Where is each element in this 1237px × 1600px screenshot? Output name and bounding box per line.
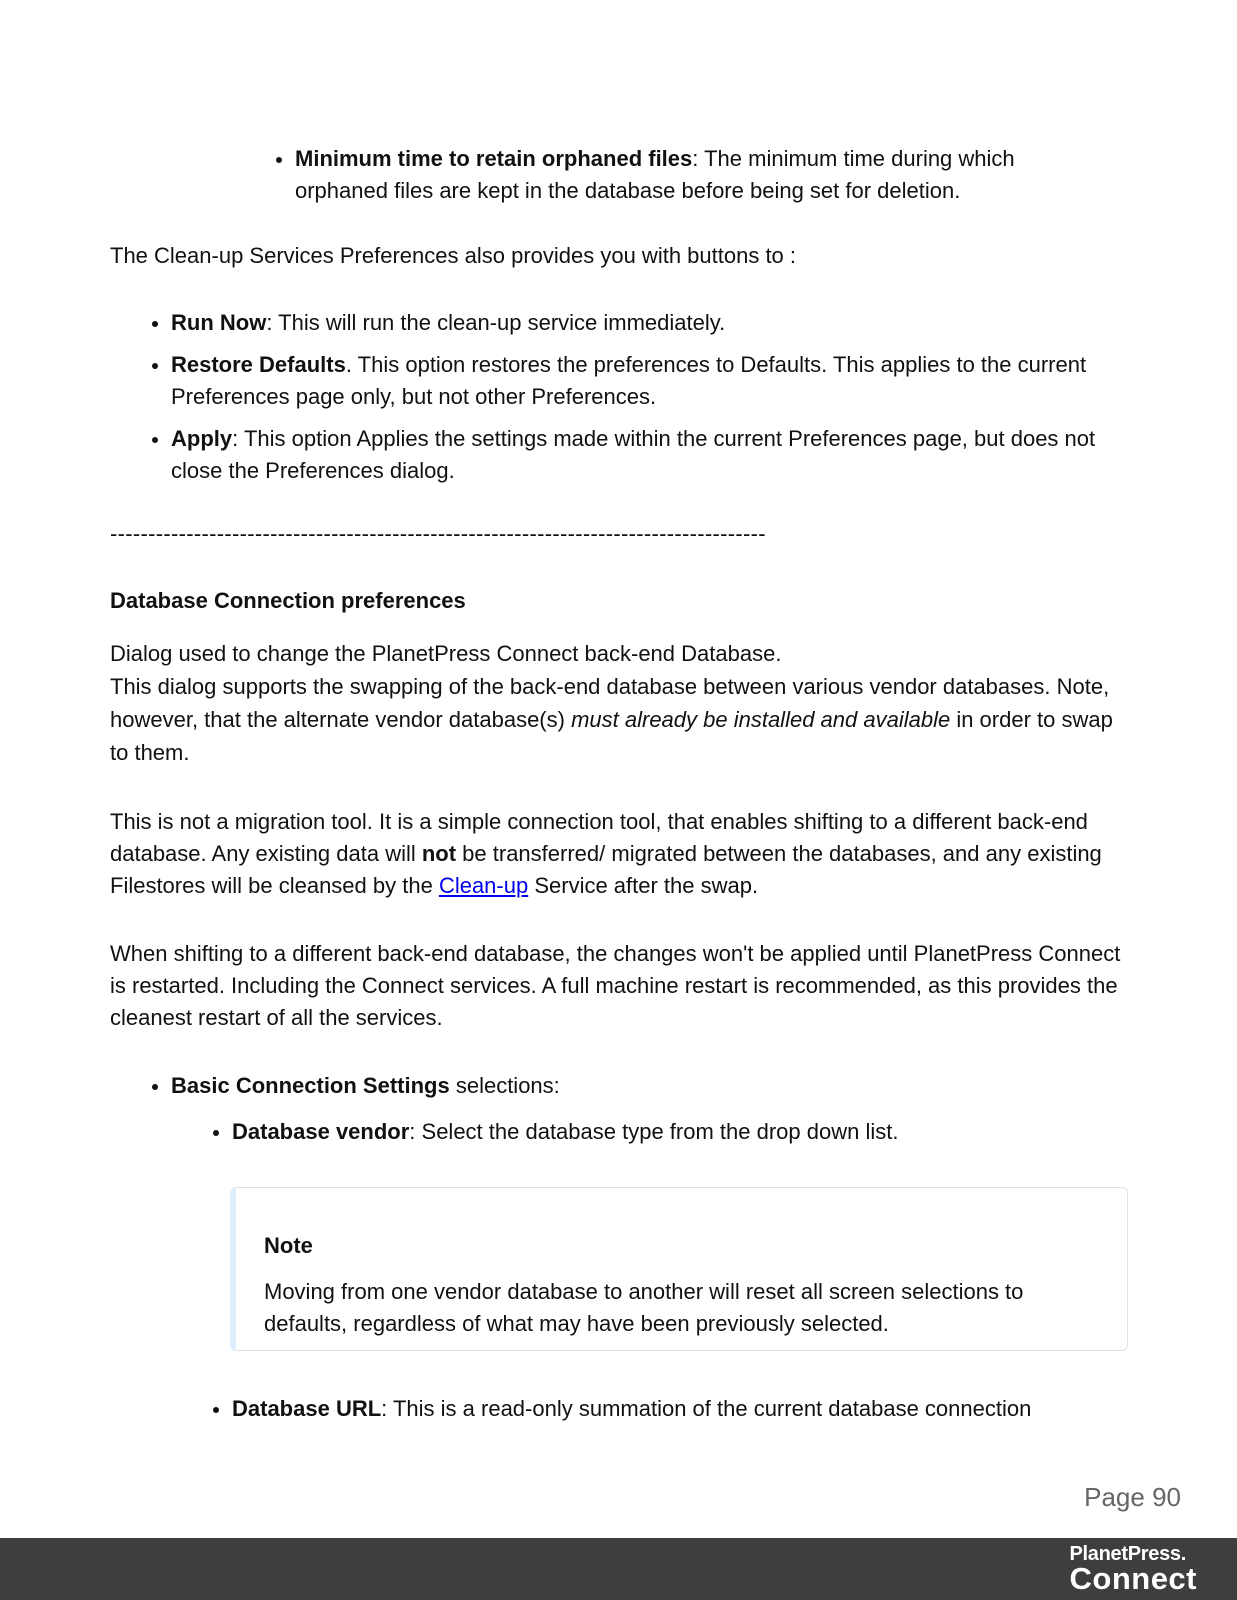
term: Restore Defaults xyxy=(171,352,346,377)
description: : This option Applies the settings made within the current Preferences page, but does not close the Preferences dialog. xyxy=(171,426,1096,483)
list-item xyxy=(295,143,1105,207)
description: : This is a read-only summation of the current database connection xyxy=(381,1396,1032,1421)
intro-line: Dialog used to change the PlanetPress Connect back-end Database. xyxy=(110,641,782,666)
description: . This option restores the preferences to Defaults. This applies to the current Preferences page only, but not other Preferences. xyxy=(171,352,1087,409)
intro-body: This dialog supports the swapping of the back-end database between various vendor databases. Note, however, that the alternate vendor database(s) must already be installed and available in order to swap to them. xyxy=(110,674,1113,765)
orphaned-files-list xyxy=(295,143,1105,207)
planetpress-connect-logo xyxy=(1070,1544,1198,1594)
list-item xyxy=(232,1393,1132,1425)
description: selections: xyxy=(449,1073,560,1098)
list-item xyxy=(171,423,1116,487)
description: : This will run the clean-up service immediately. xyxy=(266,310,726,335)
intro-paragraph xyxy=(110,638,1130,769)
note-box xyxy=(230,1187,1128,1351)
term: Run Now xyxy=(171,310,267,335)
term: Minimum time to retain orphaned files xyxy=(295,146,693,171)
term: Basic Connection Settings xyxy=(171,1073,450,1098)
emphasis: must already be installed and available xyxy=(571,707,951,732)
divider: -------------------------------------------------------------------------------------- xyxy=(110,521,766,546)
description: : Select the database type from the drop down list. xyxy=(409,1119,899,1144)
url-list xyxy=(232,1393,1132,1425)
list-item xyxy=(232,1116,1122,1148)
footer-bar xyxy=(0,1538,1237,1600)
list-item xyxy=(171,1070,1116,1102)
term: Database URL xyxy=(232,1396,382,1421)
migration-paragraph: This is not a migration tool. It is a simple connection tool, that enables shifting to a different back-end database. Any existing data will not be transferred/ migrated between the databases, and any existing Filestores will be cleansed by the Clean-up Service after the swap. xyxy=(110,809,1102,898)
term: Apply xyxy=(171,426,233,451)
vendor-list xyxy=(232,1116,1122,1148)
restart-paragraph: When shifting to a different back-end database, the changes won't be applied until PlanetPress Connect is restarted. Including the Connect services. A full machine restart is recommended, as this provides the cleanest restart of all the services. xyxy=(110,941,1121,1030)
basic-settings-list xyxy=(171,1070,1116,1102)
buttons-list xyxy=(171,307,1116,487)
list-item xyxy=(171,349,1116,413)
cleanup-link[interactable]: Clean-up xyxy=(438,873,529,898)
logo-top: PlanetPress. xyxy=(1069,1543,1186,1565)
buttons-intro: The Clean-up Services Preferences also provides you with buttons to : xyxy=(110,243,797,268)
list-item xyxy=(171,307,1116,339)
description: : The minimum time during which orphaned files are kept in the database before being set for deletion. xyxy=(295,146,1015,203)
section-heading: Database Connection preferences xyxy=(110,588,466,613)
page-number: Page 90 xyxy=(1084,1482,1181,1512)
term: Database vendor xyxy=(232,1119,410,1144)
emphasis-not: not xyxy=(421,841,457,866)
note-title: Note xyxy=(264,1233,313,1258)
logo-bottom: Connect xyxy=(1069,1561,1197,1596)
note-body: Moving from one vendor database to another will reset all screen selections to defaults, regardless of what may have been previously selected. xyxy=(264,1279,1024,1336)
